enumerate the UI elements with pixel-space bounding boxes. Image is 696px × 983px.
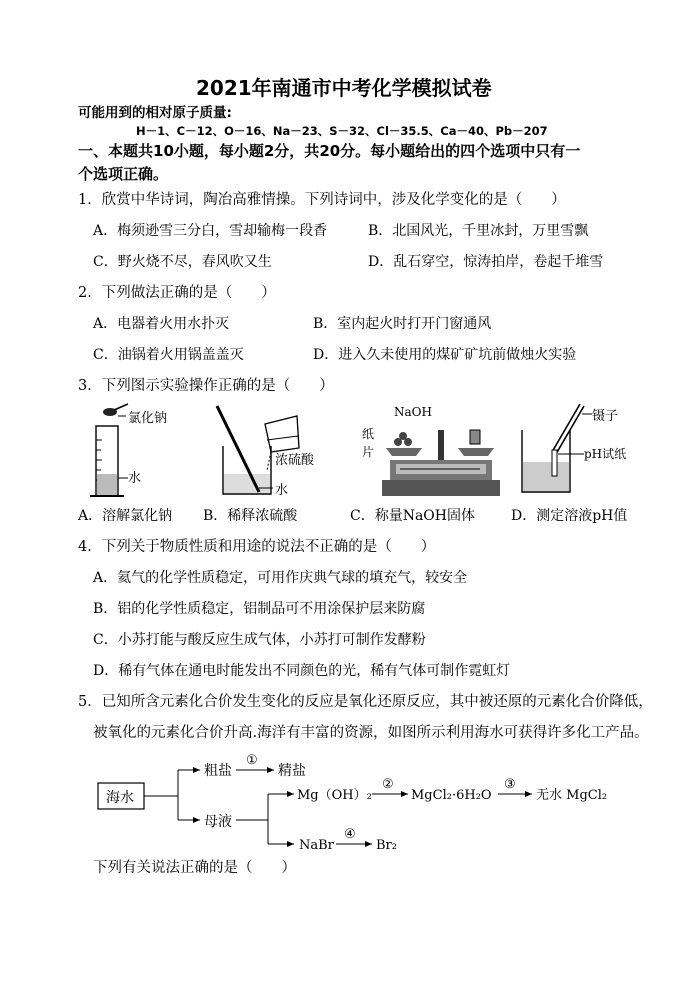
figure-c-paper2-label: 片 [362, 445, 375, 459]
question-2-stem: 2．下列做法正确的是（ ） [78, 285, 276, 301]
flow-nabr: NaBr [299, 838, 334, 853]
figure-d-tweezers-label: 镊子 [592, 409, 619, 424]
question-5-prompt: 下列有关说法正确的是（ ） [93, 860, 296, 876]
question-5-stem-line2: 被氧化的元素化合价升高.海洋有丰富的资源，如图所示利用海水可获得许多化工产品。 [93, 725, 649, 741]
question-2-option-d: D．进入久未使用的煤矿矿坑前做烛火实验 [313, 347, 577, 363]
figure-a-water-label: 水 [128, 471, 142, 486]
figure-b-water-label: 水 [275, 483, 289, 498]
question-2-option-c: C．油锅着火用锅盖盖灭 [93, 347, 244, 363]
flow-br2: Br₂ [376, 838, 397, 853]
question-3-option-c: C．称量NaOH固体 [350, 508, 475, 524]
section-heading-line1: 一、本题共10小题，每小题2分，共20分。每小题给出的四个选项中只有一 [78, 142, 581, 160]
question-2-option-b: B．室内起火时打开门窗通风 [313, 316, 492, 332]
question-1-option-a: A．梅须逊雪三分白，雪却输梅一段香 [93, 223, 328, 239]
question-4-option-b: B．铝的化学性质稳定，铝制品可不用涂保护层来防腐 [93, 601, 426, 617]
figure-c-balance [360, 400, 510, 500]
question-4-option-d: D．稀有气体在通电时能发出不同颜色的光，稀有气体可制作霓虹灯 [93, 663, 511, 679]
question-3-option-d: D．测定溶液pH值 [511, 508, 628, 524]
question-5-stem-line1: 5．已知所含元素化合价发生变化的反应是氧化还原反应，其中被还原的元素化合价降低， [78, 694, 653, 710]
flow-step-1: ① [246, 753, 258, 768]
figure-c-paper1-label: 纸 [362, 427, 375, 441]
question-2-option-a: A．电器着火用水扑灭 [93, 316, 230, 332]
question-4-option-a: A．氦气的化学性质稳定，可用作庆典气球的填充气，较安全 [93, 570, 468, 586]
flow-mother-liquor: 母液 [204, 814, 232, 830]
flow-step-3: ③ [504, 777, 516, 792]
flow-step-2: ② [382, 777, 394, 792]
flow-mgcl2-hydrate: MgCl₂·6H₂O [411, 788, 492, 803]
figure-b-dilution [205, 400, 330, 500]
section-heading-line2: 个选项正确。 [78, 165, 169, 183]
flow-refined-salt: 精盐 [278, 763, 306, 779]
flow-seawater: 海水 [106, 790, 134, 806]
question-3-option-a: A．溶解氯化钠 [78, 508, 173, 524]
flow-anhydrous-mgcl2: 无水 MgCl₂ [536, 788, 608, 803]
atomic-mass-values: H－1、C－12、O－16、Na－23、S－32、Cl－35.5、Ca－40、Pb－207 [136, 124, 548, 138]
seawater-flow-diagram [90, 750, 630, 870]
atomic-mass-label: 可能用到的相对原子质量: [78, 105, 232, 121]
figure-b-acid-label: 浓硫酸 [275, 453, 315, 468]
figure-d-paper-label: pH试纸 [584, 447, 627, 461]
figure-c-naoh-label: NaOH [394, 405, 432, 419]
question-3-option-b: B．稀释浓硫酸 [203, 508, 298, 524]
figure-d-ph [518, 400, 643, 500]
question-4-option-c: C．小苏打能与酸反应生成气体，小苏打可制作发酵粉 [93, 632, 426, 648]
figure-a-salt-label: 氯化钠 [128, 411, 168, 426]
question-4-stem: 4．下列关于物质性质和用途的说法不正确的是（ ） [78, 539, 436, 555]
page-title: 2021年南通市中考化学模拟试卷 [196, 76, 492, 100]
flow-crude-salt: 粗盐 [204, 763, 232, 779]
question-1-option-d: D．乱石穿空，惊涛拍岸，卷起千堆雪 [368, 254, 604, 270]
figure-a-cylinder [88, 400, 198, 500]
question-3-stem: 3．下列图示实验操作正确的是（ ） [78, 378, 334, 394]
question-1-option-c: C．野火烧不尽，春风吹又生 [93, 254, 272, 270]
flow-step-4: ④ [344, 827, 356, 842]
question-1-option-b: B．北国风光，千里冰封，万里雪飘 [368, 223, 589, 239]
question-1-stem: 1．欣赏中华诗词，陶冶高雅情操。下列诗词中，涉及化学变化的是（ ） [78, 192, 566, 208]
flow-mgoh2: Mg（OH）₂ [297, 788, 372, 803]
